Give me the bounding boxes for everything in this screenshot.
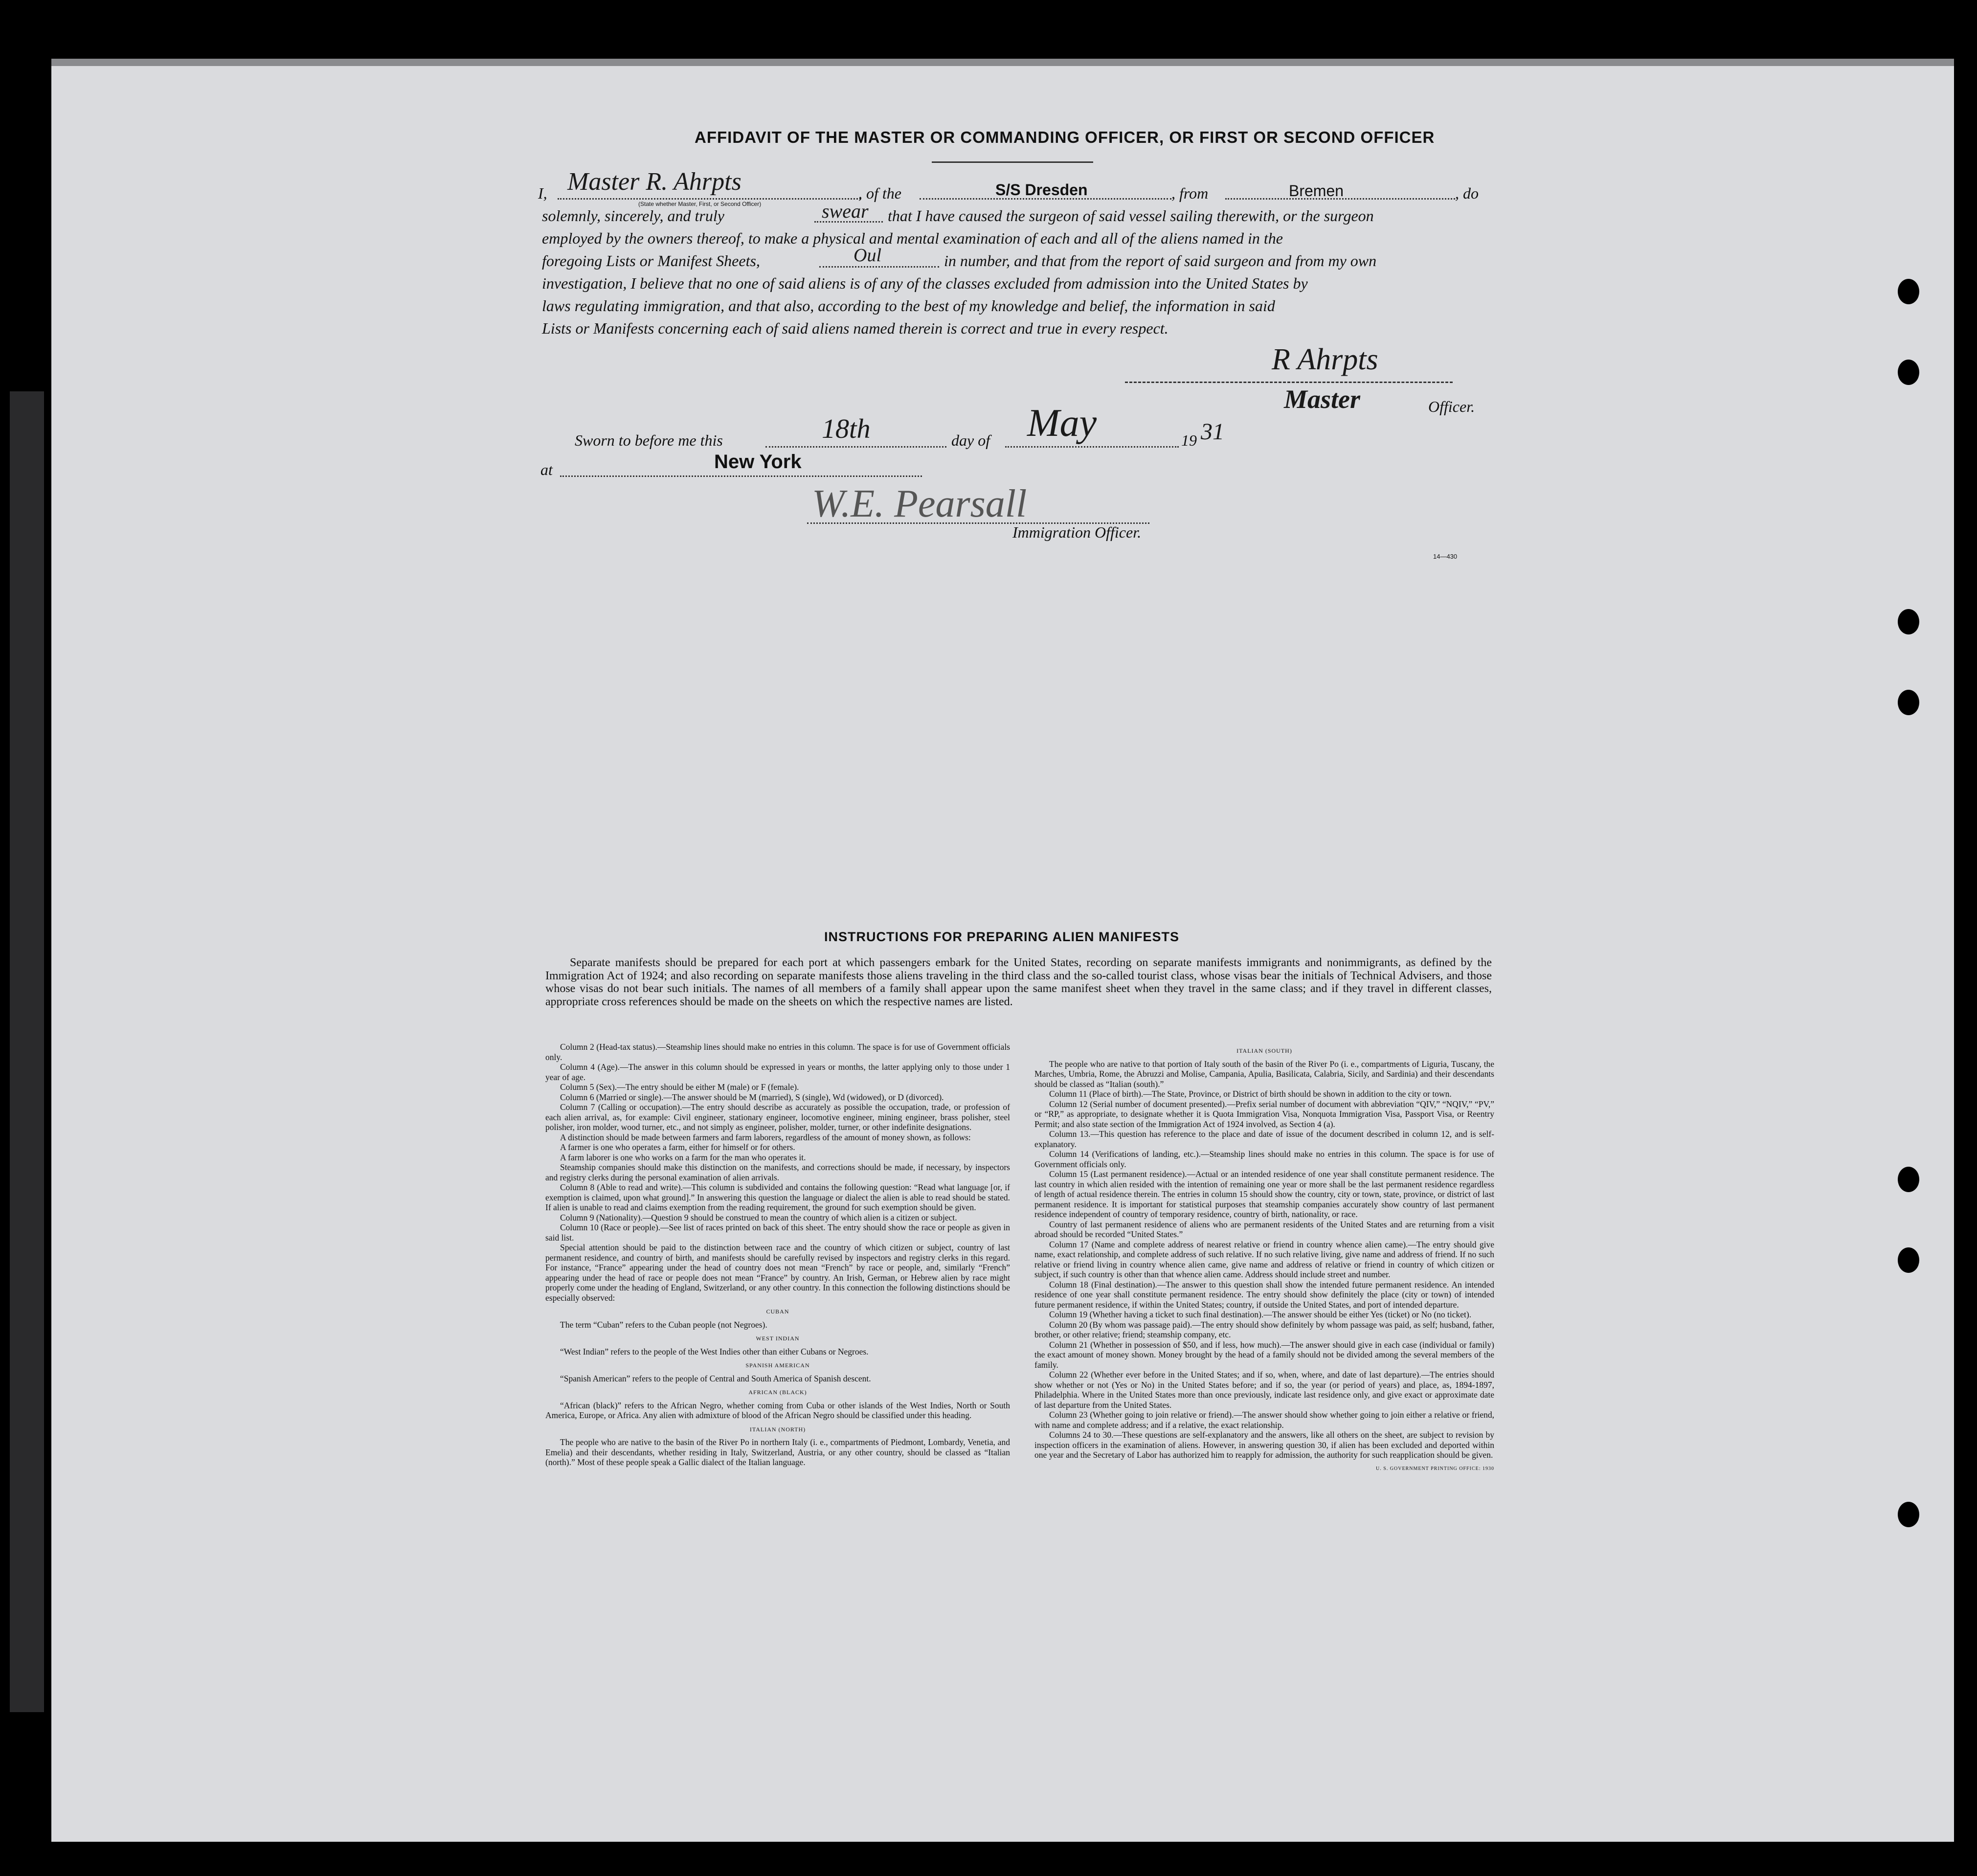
form-number: 14—430 <box>1433 553 1458 560</box>
left-paragraph: Special attention should be paid to the distinction between race and the country of which citizen or subject, country of last permanent residence, and country of birth, and manifests should be carefully revised by inspectors and registry clerks in this regard. For instance, “France” appearing under the head of country does not mean “French” by race or people, and, similarly “French” appearing under the head of race or people does not mean “France” by country. An Irish, German, or Hebrew alien by race might properly come under the heading of England, Switzerland, or any other country. In this connection the following distinctions should be especially observed: <box>545 1243 1010 1303</box>
left-paragraph: Column 7 (Calling or occupation).—The entry should describe as accurately as possible the occupation, trade, or profession of each alien arrival, as, for example: Civil engineer, stationary engineer, locomotive engineer, mining engineer, brass polisher, steel polisher, iron molder, wood turner, etc., and not simply as engineer, polisher, molder, turner, or other indefinite designations. <box>545 1102 1010 1132</box>
instructions-left-column <box>545 1042 1010 1468</box>
west-indian-heading: WEST INDIAN <box>756 1335 800 1342</box>
right-paragraph: Column 13.—This question has reference to the place and date of issue of the document described in column 12, and is self-explanatory. <box>1034 1129 1494 1149</box>
african-text: “African (black)” refers to the African Negro, whether coming from Cuba or other islands of the West Indies, North or South America, Europe, or Africa. Any alien with admixture of blood of the African Negro should be classified under this heading. <box>545 1400 1010 1420</box>
i-label: I, <box>538 184 547 202</box>
punch-hole <box>1898 1167 1919 1192</box>
right-paragraph: Columns 24 to 30.—These questions are self-explanatory and the answers, like all others on the sheet, are subject to revision by inspection officers in the examination of aliens. However, in answering question 30, if alien has been excluded and deported within one year and the Secretary of Labor has authorized him to reapply for admission, the authority for such reapplication should be given. <box>1034 1430 1494 1460</box>
officer-name-line <box>558 198 861 200</box>
instructions-intro: Separate manifests should be prepared for each port at which passengers embark for the United States, recording on separate manifests immigrants and nonimmigrants, as defined by the Immigration Act of 1924; and also recording on separate manifests those aliens traveling in the third class and the so-called tourist class, whose visas bear the initials of Technical Advisers, and those whose visas do not bear such initials. The names of all members of a family shall appear upon the same manifest sheet when they travel in the same class; and if they travel in different classes, appropriate cross references should be made on the sheets on which the respective names are listed. <box>545 956 1492 1008</box>
left-paragraph: Steamship companies should make this distinction on the manifests, and corrections should be made, if necessary, by inspectors and registry clerks during the personal examination of alien arrivals. <box>545 1162 1010 1182</box>
right-paragraph: Column 20 (By whom was passage paid).—The entry should show definitely by whom passage was paid, as self; husband, father, brother, or other relative; friend; steamship company, etc. <box>1034 1319 1494 1339</box>
officer-name-handwritten: Master R. Ahrpts <box>567 168 741 196</box>
right-paragraph: Column 19 (Whether having a ticket to such final destination).—The answer should be either Yes (ticket) or No (no ticket). <box>1049 1310 1472 1319</box>
african-heading: AFRICAN (BLACK) <box>748 1389 807 1396</box>
right-paragraph: Column 18 (Final destination).—The answer to this question shall show the intended future permanent residence. An intended residence of one year shall constitute permanent residence. The entry should show definitely the place (city or town) of intended future permanent residence, if within the United States; country, if outside the United States, and port of intended departure. <box>1034 1279 1494 1310</box>
cuban-text: The term “Cuban” refers to the Cuban people (not Negroes). <box>560 1319 767 1330</box>
punch-hole <box>1898 690 1919 715</box>
italian-north-heading: ITALIAN (NORTH) <box>749 1425 806 1433</box>
left-paragraph: A farm laborer is one who works on a farm for the man who operates it. <box>560 1152 806 1162</box>
place: New York <box>714 451 802 473</box>
spanish-american-heading: SPANISH AMERICAN <box>745 1362 810 1369</box>
month-line <box>1005 446 1179 448</box>
left-paragraph: Column 4 (Age).—The answer in this column should be expressed in years or months, the latter applying only to those under 1 year of age. <box>545 1062 1010 1082</box>
line3: employed by the owners thereof, to make a physical and mental examination of each and all of the aliens named in the <box>542 229 1283 247</box>
left-paragraph: A distinction should be made between farmers and farm laborers, regardless of the amount of money shown, as follows: <box>560 1132 971 1142</box>
heading-rule <box>932 161 1093 163</box>
from-label: , from <box>1171 184 1209 202</box>
punch-hole <box>1898 609 1919 634</box>
sheets-count-line <box>819 266 939 268</box>
of-the-label: , of the <box>858 184 901 202</box>
right-paragraph: Column 23 (Whether going to join relative or friend).—The answer should show whether going to join either a relative or friend, with name and complete address; and if a relative, the exact relationship. <box>1034 1410 1494 1430</box>
immigration-officer-label: Immigration Officer. <box>1012 523 1142 541</box>
italian-south-heading: ITALIAN (SOUTH) <box>1236 1047 1292 1054</box>
right-paragraph: Column 12 (Serial number of document presented).—Prefix serial number of document with abbreviation “QIV,” “NQIV,” “PV,” or “RP,” as appropriate, to designate whether it is Quota Immigration Visa, Nonquota Immigration Visa, Passport Visa, or Reentry Permit; and also state section of the Immigration Act of 1924 involved, as Section 4 (a). <box>1034 1099 1494 1129</box>
punch-hole <box>1898 360 1919 385</box>
line7: Lists or Manifests concerning each of said aliens named therein is correct and true in every respect. <box>542 319 1168 337</box>
instructions-heading: INSTRUCTIONS FOR PREPARING ALIEN MANIFESTS <box>824 929 1180 944</box>
master-signature: R Ahrpts <box>1272 343 1378 376</box>
right-paragraph: Column 15 (Last permanent residence).—Actual or an intended residence of one year shall constitute permanent residence. The last country in which alien resided with the intention of remaining one year or more shall be the last permanent residence regardless of length of actual residence therein. The entries in column 15 should show the country, city or town, state, province, or district of last permanent residence. It is important for statistical purposes that steamship companies accurately show country of last permanent residence independent of country of temporary residence, country of birth, nationality, or race. <box>1034 1169 1494 1219</box>
immigration-signature: W.E. Pearsall <box>812 482 1027 525</box>
right-paragraph: Column 21 (Whether in possession of $50, and if less, how much).—The answer should give in each case (individual or family) the exact amount of money shown. Money brought by the head of a family should not be divided among the several members of the family. <box>1034 1339 1494 1370</box>
vessel-name: S/S Dresden <box>995 181 1088 199</box>
rank-handwritten: Master <box>1284 384 1361 414</box>
italian-north-text: The people who are native to the basin of the River Po in northern Italy (i. e., compartments of Piedmont, Lombardy, Venetia, and Emelia) and their descendants, whether residing in Italy, Switzerland, Austria, or any other country, should be classed as “Italian (north).” Most of these people speak a Gallic dialect of the Italian language. <box>545 1437 1010 1467</box>
line6: laws regulating immigration, and that also, according to the best of my knowledge and belief, the information in said <box>542 297 1275 315</box>
officer-label: Officer. <box>1428 398 1475 415</box>
spanish-american-text: “Spanish American” refers to the people of Central and South America of Spanish descent. <box>560 1373 871 1383</box>
instructions-right-column <box>1034 1042 1494 1477</box>
left-paragraph: Column 5 (Sex).—The entry should be either M (male) or F (female). <box>560 1082 799 1092</box>
sworn-label: Sworn to before me this <box>575 431 723 449</box>
printer-note: U. S. GOVERNMENT PRINTING OFFICE: 1930 <box>1376 1466 1494 1471</box>
left-paragraph: Column 6 (Married or single).—The answer should be M (married), S (single), Wd (widowed), or D (divorced). <box>560 1092 944 1102</box>
left-paragraph: Column 2 (Head-tax status).—Steamship lines should make no entries in this column. The space is for use of Government officials only. <box>545 1042 1010 1062</box>
sheets-count: Oul <box>854 245 881 266</box>
line2-b: that I have caused the surgeon of said vessel sailing therewith, or the surgeon <box>888 207 1374 225</box>
right-paragraph: The people who are native to that portion of Italy south of the basin of the River Po (i. e., compartments of Liguria, Tuscany, the Marches, Umbria, Rome, the Abruzzi and Molise, Campania, Apulia, Basilicata, Calabria, Sicily, and Sardinia) and their descendants should be classed as “Italian (south).” <box>1034 1059 1494 1089</box>
year-prefix: 19 <box>1181 431 1197 449</box>
month-handwritten: May <box>1027 402 1097 445</box>
punch-hole <box>1898 1502 1919 1527</box>
west-indian-text: “West Indian” refers to the people of the West Indies other than either Cubans or Negroes. <box>560 1346 869 1356</box>
place-line <box>560 475 922 477</box>
punch-hole <box>1898 1247 1919 1273</box>
year-handwritten: 31 <box>1201 419 1224 445</box>
right-paragraph: Column 17 (Name and complete address of nearest relative or friend in country whence alien came).—The entry should give name, exact relationship, and complete address of such relative. If no such relative living, give name and address of friend. If no such relative or friend living in country whence alien came, give name and address of relative or friend in country of which citizen or subject, if such country is other than that whence alien came. Address should include street and number. <box>1034 1239 1494 1279</box>
line4-b: in number, and that from the report of said surgeon and from my own <box>944 252 1377 270</box>
master-signature-line <box>1125 382 1453 383</box>
cuban-heading: CUBAN <box>766 1308 789 1315</box>
left-paragraph: Column 10 (Race or people).—See list of races printed on back of this sheet. The entry should show the race or people as given in said list. <box>545 1222 1010 1243</box>
line4-a: foregoing Lists or Manifest Sheets, <box>542 252 760 270</box>
affidavit-heading: AFFIDAVIT OF THE MASTER OR COMMANDING OFFICER, OR FIRST OR SECOND OFFICER <box>695 128 1435 146</box>
punch-hole <box>1898 279 1919 304</box>
line5: investigation, I believe that no one of said aliens is of any of the classes excluded from admission into the United States by <box>542 274 1308 292</box>
day-of-label: day of <box>951 431 990 449</box>
at-label: at <box>540 461 553 478</box>
left-paragraph: Column 8 (Able to read and write).—This column is subdivided and contains the following question: “Read what language [or, if exemption is claimed, upon what ground].” In answering this question the language or dialect the alien is able to read should be stated. If alien is unable to read and claims exemption from the reading requirement, the ground for such exemption should be given. <box>545 1182 1010 1212</box>
day-line <box>765 446 946 448</box>
line2-a: solemnly, sincerely, and truly <box>542 207 724 225</box>
left-paragraph: A farmer is one who operates a farm, either for himself or for others. <box>560 1142 795 1152</box>
right-paragraph: Column 22 (Whether ever before in the United States; and if so, when, where, and date of last departure).—The entries should show whether or not (Yes or No) in the United States before; and if so, the year (or period of years) and place, as, 1894-1897, Philadelphia. Where in the United States more than once previously, indicate last residence only, and give exact or approximate date of last departure from the United States. <box>1034 1370 1494 1410</box>
right-paragraph: Country of last permanent residence of aliens who are permanent residents of the United States and are returning from a visit abroad should be recorded “United States.” <box>1034 1219 1494 1239</box>
right-paragraph: Column 11 (Place of birth).—The State, Province, or District of birth should be shown in addition to the city or town. <box>1049 1089 1452 1099</box>
right-paragraph: Column 14 (Verifications of landing, etc.).—Steamship lines should make no entries in this column. The space is for use of Government officials only. <box>1034 1149 1494 1169</box>
binding-tab <box>10 391 44 1712</box>
left-paragraph: Column 9 (Nationality).—Question 9 should be construed to mean the country of which alien is a citizen or subject. <box>560 1212 957 1222</box>
swear-word: swear <box>822 200 869 222</box>
port-from: Bremen <box>1289 182 1344 200</box>
do-label: , do <box>1455 184 1479 202</box>
officer-hint: (State whether Master, First, or Second Officer) <box>638 201 762 207</box>
day-handwritten: 18th <box>822 414 871 444</box>
